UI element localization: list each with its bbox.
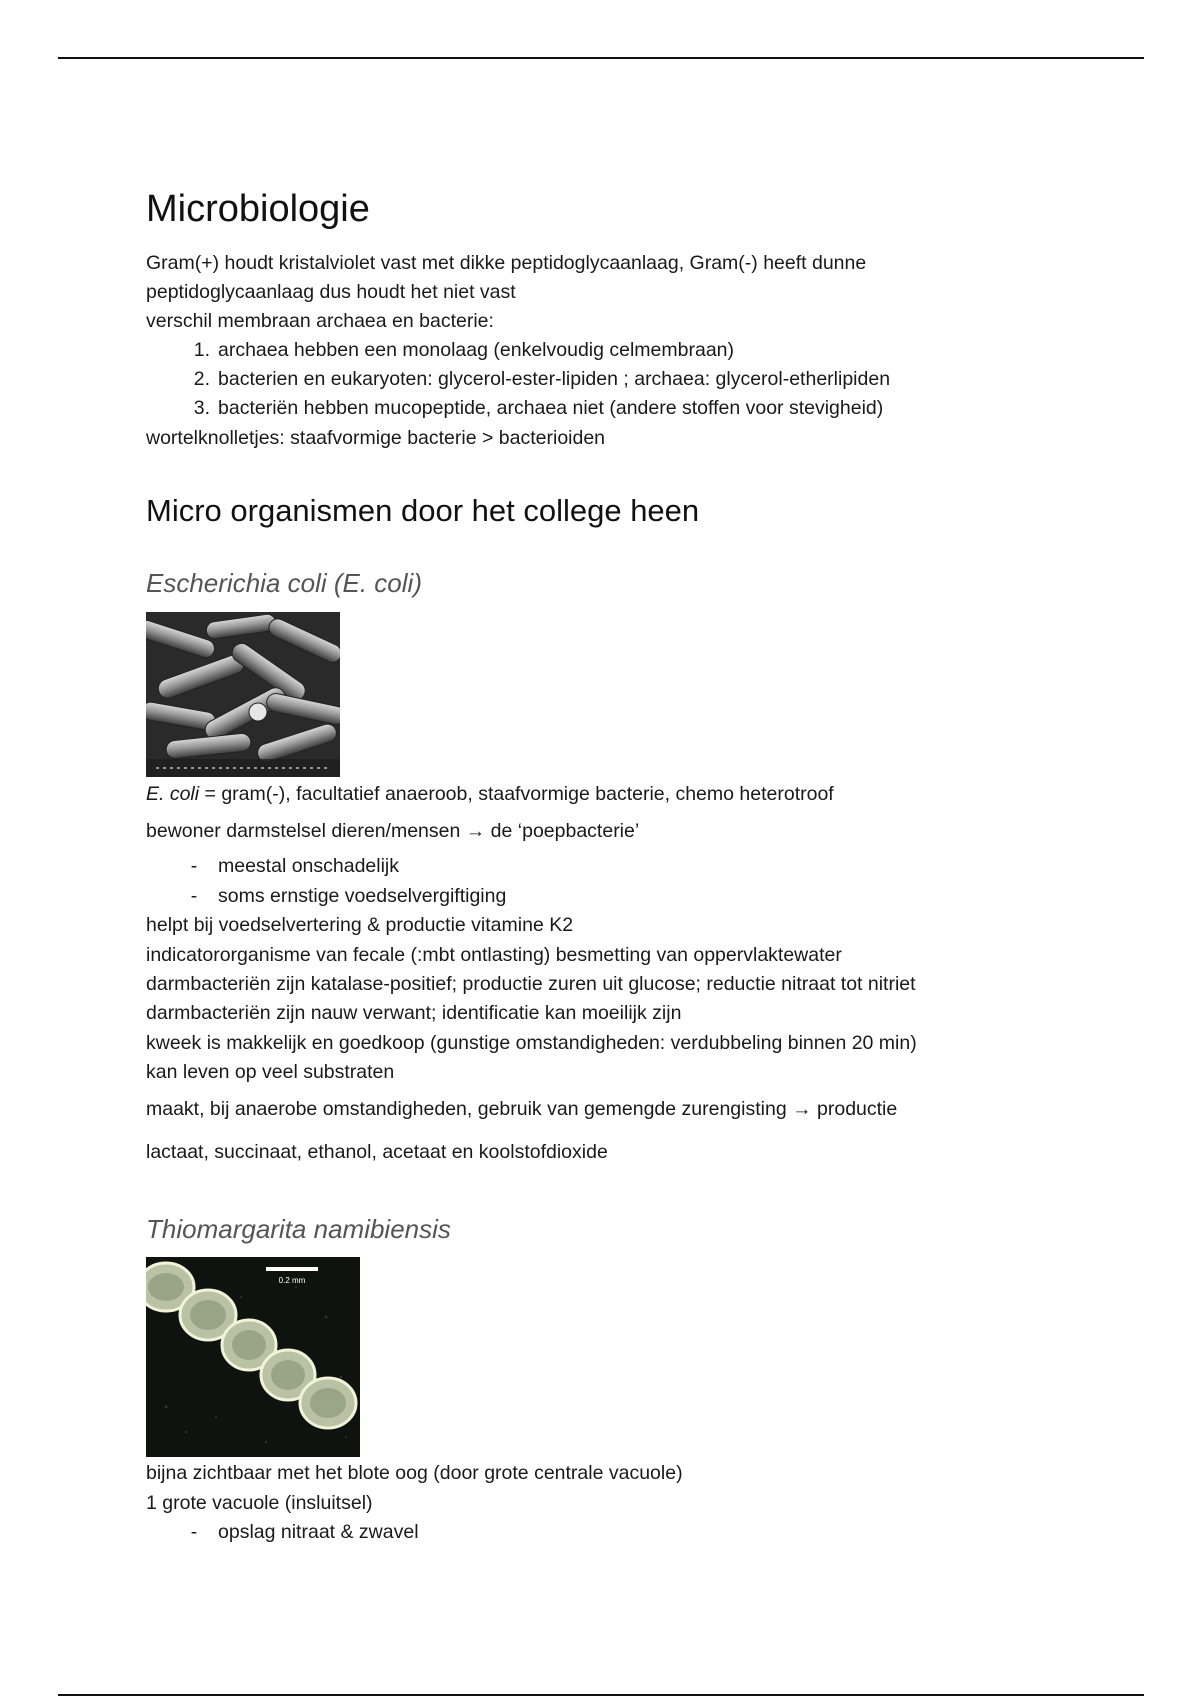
ecoli-line: helpt bij voedselvertering & productie vitamine K2 (146, 914, 574, 936)
ecoli-line-1-text: = gram(-), facultatief anaeroob, staafvormige bacterie, chemo heterotroof (199, 783, 834, 805)
ecoli-name: E. coli (146, 783, 200, 805)
ecoli-line: kan leven op veel substraten (146, 1061, 395, 1083)
thiomargarita-micrograph (146, 1257, 360, 1457)
header-rule (58, 57, 1144, 59)
ecoli-fermentation-2: lactaat, succinaat, ethanol, acetaat en koolstofdioxide (146, 1141, 608, 1163)
bullet-dash: - (190, 1521, 198, 1543)
thio-line-1: bijna zichtbaar met het blote oog (door grote centrale vacuole) (146, 1462, 683, 1484)
intro-line-1: Gram(+) houdt kristalviolet vast met dikke peptidoglycaanlaag, Gram(-) heeft dunne (146, 252, 867, 274)
list-item (146, 336, 1046, 365)
ecoli-line: darmbacteriën zijn nauw verwant; identificatie kan moeilijk zijn (146, 1002, 682, 1024)
intro-line-3: verschil membraan archaea en bacterie: (146, 310, 494, 332)
intro-line-2: peptidoglycaanlaag dus houdt het niet vast (146, 281, 516, 303)
section-heading: Micro organismen door het college heen (146, 493, 700, 528)
ecoli-line: kweek is makkelijk en goedkoop (gunstige omstandigheden: verdubbeling binnen 20 min) (146, 1032, 917, 1054)
list-item (146, 852, 1046, 881)
scale-bar-label: 0.2 mm (278, 1276, 306, 1285)
page-title: Microbiologie (146, 188, 370, 230)
list-text: bacterien en eukaryoten: glycerol-ester-lipiden ; archaea: glycerol-etherlipiden (218, 368, 891, 390)
thiomargarita-micrograph-drawing (146, 1257, 360, 1457)
list-text: soms ernstige voedselvergiftiging (218, 885, 507, 907)
bullet-dash: - (190, 885, 198, 907)
list-item (146, 365, 1046, 394)
ecoli-heading: Escherichia coli (E. coli) (146, 568, 422, 598)
ecoli-fermentation-1: maakt, bij anaerobe omstandigheden, gebruik van gemengde zurengisting → productie (146, 1098, 898, 1120)
footer-rule (58, 1694, 1144, 1696)
list-item (146, 394, 1046, 423)
thiomargarita-heading: Thiomargarita namibiensis (146, 1214, 451, 1244)
list-number: 2. (193, 368, 210, 390)
ecoli-line-1 (146, 780, 834, 809)
list-number: 1. (193, 339, 210, 361)
intro-line-4: wortelknolletjes: staafvormige bacterie > bacterioiden (146, 427, 606, 449)
list-text: archaea hebben een monolaag (enkelvoudig celmembraan) (218, 339, 735, 361)
ecoli-micrograph-drawing (146, 612, 340, 777)
ecoli-line: indicatororganisme van fecale (:mbt ontlasting) besmetting van oppervlaktewater (146, 944, 842, 966)
ecoli-line: darmbacteriën zijn katalase-positief; productie zuren uit glucose; reductie nitraat tot nitriet (146, 973, 916, 995)
ecoli-line-2: bewoner darmstelsel dieren/mensen → de ‘poepbacterie’ (146, 820, 640, 842)
list-text: meestal onschadelijk (218, 855, 400, 877)
thio-line-2: 1 grote vacuole (insluitsel) (146, 1492, 373, 1514)
bullet-dash: - (190, 855, 198, 877)
ecoli-micrograph (146, 612, 340, 777)
list-item (146, 1518, 1046, 1547)
list-item (146, 882, 1046, 911)
list-text: opslag nitraat & zwavel (218, 1521, 419, 1543)
list-text: bacteriën hebben mucopeptide, archaea niet (andere stoffen voor stevigheid) (218, 397, 884, 419)
list-number: 3. (193, 397, 210, 419)
